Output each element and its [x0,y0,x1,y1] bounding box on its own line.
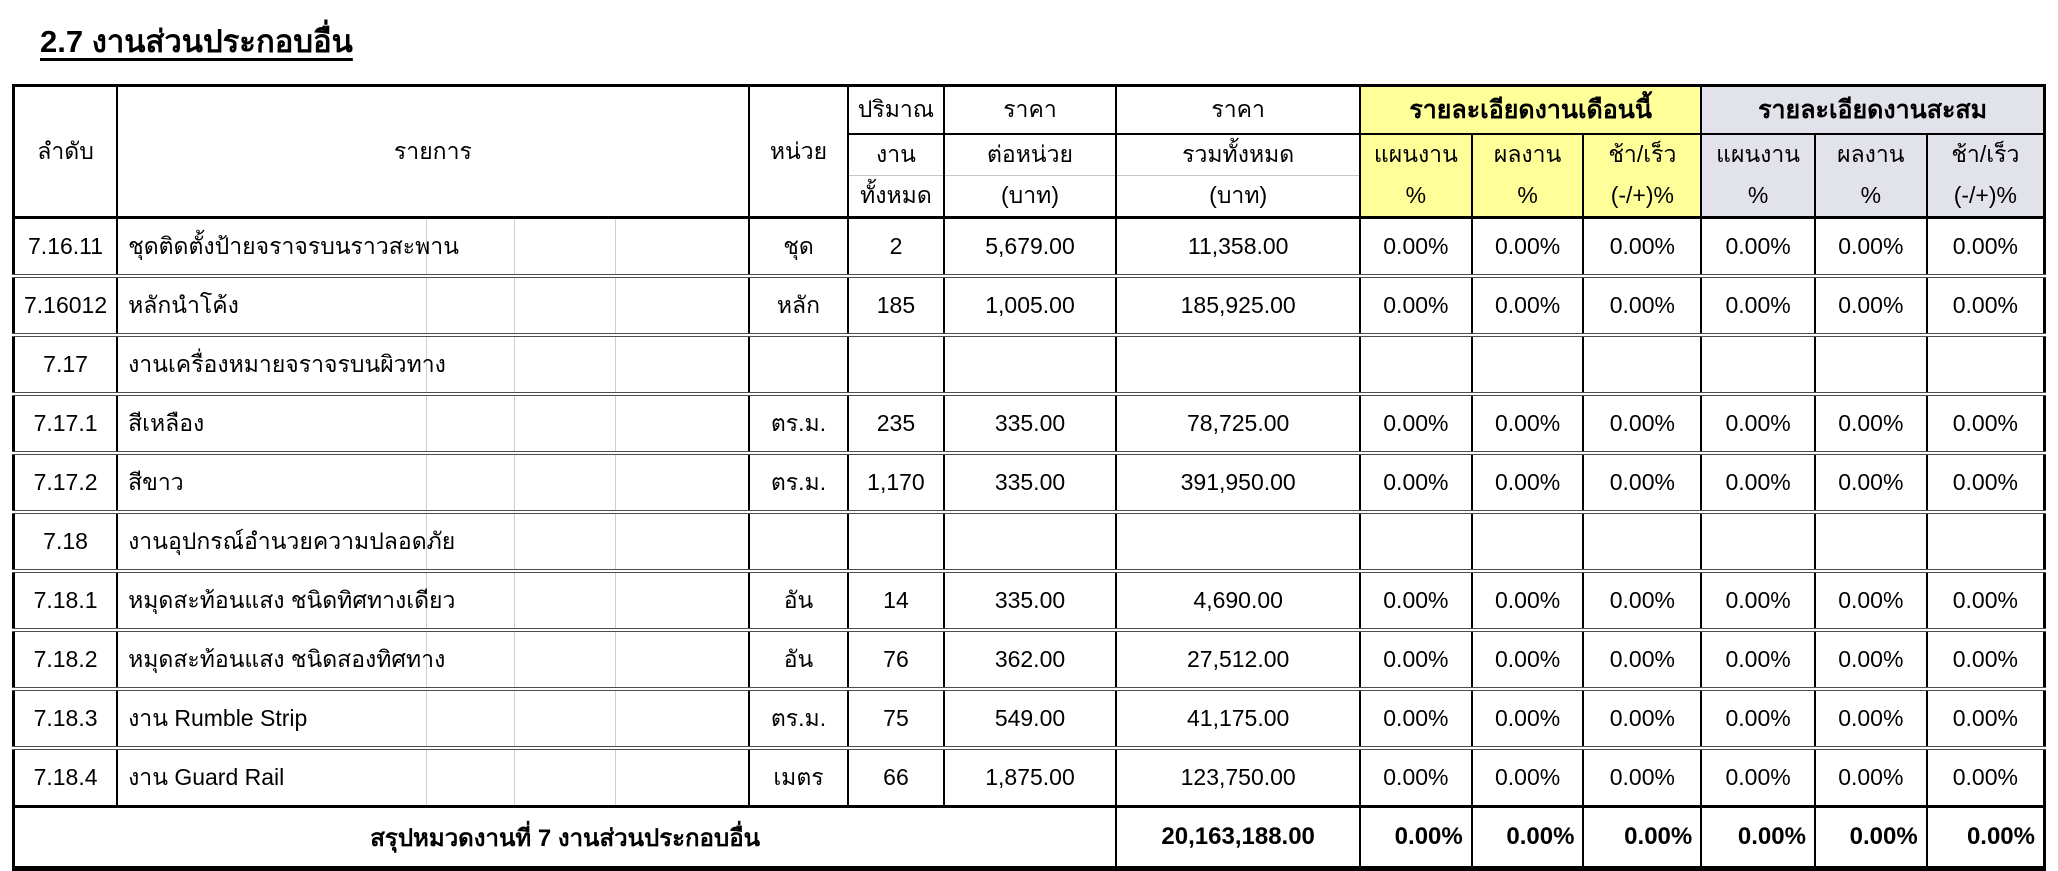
summary-label: สรุปหมวดงานที่ 7 งานส่วนประกอบอื่น [14,807,1117,869]
header-quantity-line3: ทั้งหมด [848,176,943,218]
cell-unit [749,335,849,394]
cell-description: หมุดสะท้อนแสง ชนิดทิศทางเดียว [117,571,749,630]
header-cum-diff-pct: (-/+)% [1927,176,2045,218]
summary-month-diff: 0.00% [1583,807,1701,869]
cell-no: 7.18.3 [14,689,118,748]
cell-cum-plan: 0.00% [1701,276,1815,335]
cell-cum-plan: 0.00% [1701,218,1815,277]
cell-month-plan: 0.00% [1360,394,1472,453]
cell-total-price [1116,512,1360,571]
summary-cum-plan: 0.00% [1701,807,1815,869]
cell-month-actual: 0.00% [1472,689,1584,748]
cell-month-plan: 0.00% [1360,689,1472,748]
cell-description: หมุดสะท้อนแสง ชนิดสองทิศทาง [117,630,749,689]
cell-cum-diff: 0.00% [1927,218,2045,277]
cell-month-diff: 0.00% [1583,218,1701,277]
cell-quantity [848,512,943,571]
cell-month-plan: 0.00% [1360,630,1472,689]
table-row [14,512,2045,571]
cell-quantity: 235 [848,394,943,453]
cell-total-price: 78,725.00 [1116,394,1360,453]
header-cum-plan-pct: % [1701,176,1815,218]
cell-cum-diff: 0.00% [1927,748,2045,807]
cell-description: งาน Guard Rail [117,748,749,807]
summary-cum-actual: 0.00% [1815,807,1927,869]
cell-unit-price: 335.00 [944,453,1117,512]
cell-no: 7.16.11 [14,218,118,277]
cell-quantity: 76 [848,630,943,689]
cell-month-actual: 0.00% [1472,276,1584,335]
header-cum-actual: ผลงาน [1815,134,1927,176]
cell-total-price: 27,512.00 [1116,630,1360,689]
cell-unit-price: 335.00 [944,571,1117,630]
table-row [14,335,2045,394]
cell-month-actual [1472,335,1584,394]
cell-month-diff: 0.00% [1583,276,1701,335]
cell-month-actual: 0.00% [1472,218,1584,277]
cell-cum-plan: 0.00% [1701,453,1815,512]
header-cum-diff: ช้า/เร็ว [1927,134,2045,176]
cell-description: สีเหลือง [117,394,749,453]
cell-cum-diff: 0.00% [1927,689,2045,748]
cell-month-actual: 0.00% [1472,571,1584,630]
cell-cum-plan: 0.00% [1701,689,1815,748]
cell-unit-price: 549.00 [944,689,1117,748]
cell-unit: ชุด [749,218,849,277]
cell-month-plan: 0.00% [1360,218,1472,277]
cell-unit-price [944,512,1117,571]
cell-cum-actual: 0.00% [1815,630,1927,689]
cell-quantity: 1,170 [848,453,943,512]
header-quantity-line2: งาน [848,134,943,176]
cell-no: 7.18 [14,512,118,571]
cell-total-price: 41,175.00 [1116,689,1360,748]
cell-cum-diff: 0.00% [1927,453,2045,512]
cell-cum-actual: 0.00% [1815,276,1927,335]
cell-month-diff [1583,512,1701,571]
cell-cum-diff [1927,512,2045,571]
cell-no: 7.17.1 [14,394,118,453]
cell-description: งาน Rumble Strip [117,689,749,748]
cell-unit [749,512,849,571]
cell-quantity: 185 [848,276,943,335]
table-row [14,218,2045,277]
cell-cum-actual: 0.00% [1815,394,1927,453]
cell-cum-actual: 0.00% [1815,218,1927,277]
cell-month-actual: 0.00% [1472,630,1584,689]
header-month-group: รายละเอียดงานเดือนนี้ [1360,86,1701,135]
summary-cum-diff: 0.00% [1927,807,2045,869]
summary-month-actual: 0.00% [1472,807,1584,869]
cell-unit-price [944,335,1117,394]
cell-total-price: 391,950.00 [1116,453,1360,512]
cell-month-actual: 0.00% [1472,748,1584,807]
header-month-diff: ช้า/เร็ว [1583,134,1701,176]
table-row [14,748,2045,807]
cell-month-diff: 0.00% [1583,689,1701,748]
cell-quantity: 75 [848,689,943,748]
header-total-price-line3: (บาท) [1116,176,1360,218]
header-month-actual: ผลงาน [1472,134,1584,176]
header-unit-price-line1: ราคา [944,86,1117,135]
cell-cum-diff: 0.00% [1927,276,2045,335]
cell-month-diff: 0.00% [1583,394,1701,453]
summary-total-price: 20,163,188.00 [1116,807,1360,869]
header-unit-price-line3: (บาท) [944,176,1117,218]
cell-cum-actual: 0.00% [1815,748,1927,807]
cell-quantity: 14 [848,571,943,630]
header-unit-price-line2: ต่อหน่วย [944,134,1117,176]
cell-unit-price: 1,875.00 [944,748,1117,807]
cell-total-price: 11,358.00 [1116,218,1360,277]
cell-cum-plan [1701,512,1815,571]
cell-cum-plan [1701,335,1815,394]
cell-quantity: 2 [848,218,943,277]
cell-month-actual: 0.00% [1472,453,1584,512]
header-month-actual-pct: % [1472,176,1584,218]
header-month-plan-pct: % [1360,176,1472,218]
cell-month-diff [1583,335,1701,394]
cell-cum-diff: 0.00% [1927,394,2045,453]
table-row [14,453,2045,512]
header-no: ลำดับ [14,86,118,218]
cell-unit: ตร.ม. [749,689,849,748]
cell-cum-actual: 0.00% [1815,453,1927,512]
cell-quantity: 66 [848,748,943,807]
cell-no: 7.16012 [14,276,118,335]
header-cum-plan: แผนงาน [1701,134,1815,176]
header-cumulative-group: รายละเอียดงานสะสม [1701,86,2044,135]
page-title: 2.7 งานส่วนประกอบอื่น [40,24,353,59]
cell-unit: อัน [749,630,849,689]
cell-cum-diff [1927,335,2045,394]
cell-description: งานอุปกรณ์อำนวยความปลอดภัย [117,512,749,571]
header-cum-actual-pct: % [1815,176,1927,218]
summary-row [14,807,2045,869]
cell-cum-actual: 0.00% [1815,689,1927,748]
cell-month-actual [1472,512,1584,571]
cell-total-price: 123,750.00 [1116,748,1360,807]
cell-month-plan [1360,335,1472,394]
table-row [14,394,2045,453]
cell-quantity [848,335,943,394]
cell-total-price [1116,335,1360,394]
cell-unit-price: 5,679.00 [944,218,1117,277]
cell-no: 7.17.2 [14,453,118,512]
cell-unit: ตร.ม. [749,394,849,453]
cell-cum-plan: 0.00% [1701,571,1815,630]
cell-month-diff: 0.00% [1583,630,1701,689]
cell-unit: เมตร [749,748,849,807]
cell-unit: หลัก [749,276,849,335]
cell-cum-actual [1815,335,1927,394]
cell-month-plan: 0.00% [1360,276,1472,335]
table-row [14,689,2045,748]
cell-month-plan: 0.00% [1360,748,1472,807]
cell-month-diff: 0.00% [1583,748,1701,807]
cell-description: งานเครื่องหมายจราจรบนผิวทาง [117,335,749,394]
cell-month-plan: 0.00% [1360,571,1472,630]
header-total-price-line1: ราคา [1116,86,1360,135]
header-month-diff-pct: (-/+)% [1583,176,1701,218]
cell-cum-actual [1815,512,1927,571]
cell-no: 7.18.2 [14,630,118,689]
cell-month-diff: 0.00% [1583,571,1701,630]
cell-description: สีขาว [117,453,749,512]
cell-cum-plan: 0.00% [1701,748,1815,807]
cell-description: ชุดติดตั้งป้ายจราจรบนราวสะพาน [117,218,749,277]
table-row [14,276,2045,335]
cell-cum-plan: 0.00% [1701,394,1815,453]
table-row [14,571,2045,630]
work-items-table [12,84,2046,871]
cell-unit-price: 335.00 [944,394,1117,453]
table-row [14,630,2045,689]
cell-unit-price: 362.00 [944,630,1117,689]
cell-no: 7.17 [14,335,118,394]
cell-month-plan: 0.00% [1360,453,1472,512]
cell-month-plan [1360,512,1472,571]
header-description: รายการ [117,86,749,218]
cell-no: 7.18.1 [14,571,118,630]
cell-unit-price: 1,005.00 [944,276,1117,335]
cell-cum-diff: 0.00% [1927,571,2045,630]
header-total-price-line2: รวมทั้งหมด [1116,134,1360,176]
cell-description: หลักนำโค้ง [117,276,749,335]
header-unit: หน่วย [749,86,849,218]
header-month-plan: แผนงาน [1360,134,1472,176]
cell-month-actual: 0.00% [1472,394,1584,453]
cell-cum-actual: 0.00% [1815,571,1927,630]
cell-month-diff: 0.00% [1583,453,1701,512]
header-quantity-line1: ปริมาณ [848,86,943,135]
cell-unit: อัน [749,571,849,630]
cell-total-price: 4,690.00 [1116,571,1360,630]
cell-no: 7.18.4 [14,748,118,807]
cell-total-price: 185,925.00 [1116,276,1360,335]
cell-cum-plan: 0.00% [1701,630,1815,689]
summary-month-plan: 0.00% [1360,807,1472,869]
cell-unit: ตร.ม. [749,453,849,512]
cell-cum-diff: 0.00% [1927,630,2045,689]
